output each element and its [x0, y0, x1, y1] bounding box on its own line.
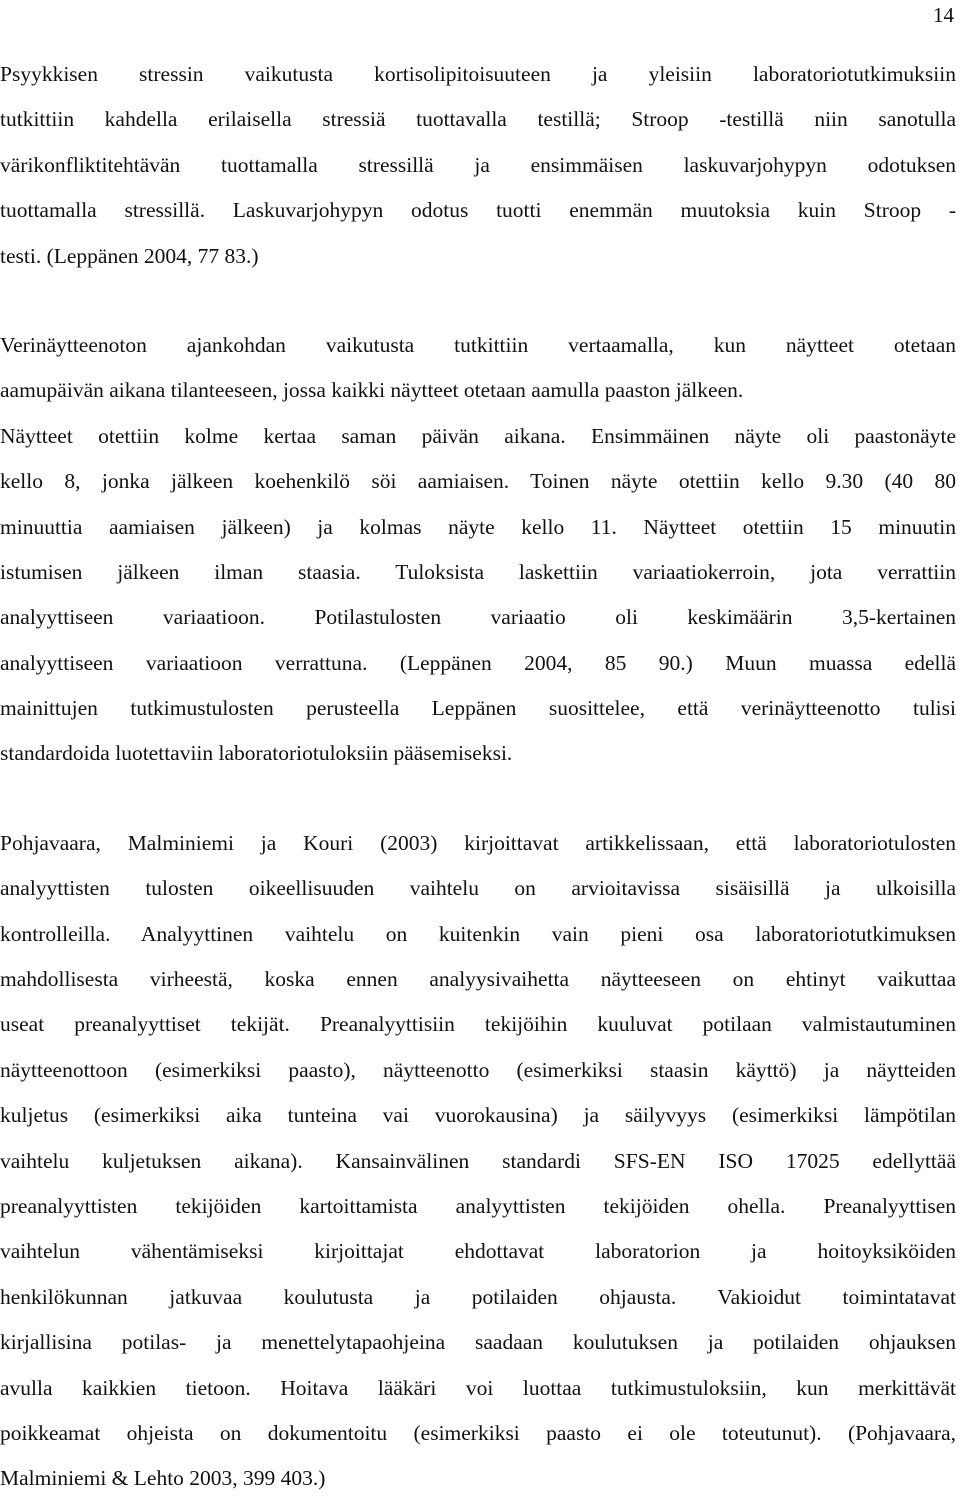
text-line: Verinäytteenoton ajankohdan vaikutusta tutkittiin vertaamalla, kun näytteet otetaan: [0, 332, 956, 357]
text-line: värikonfliktitehtävän tuottamalla stressillä ja ensimmäisen laskuvarjohypyn odotuksen: [0, 152, 956, 177]
text-line: minuuttia aamiaisen jälkeen) ja kolmas näyte kello 11. Näytteet otettiin 15 minuutin: [0, 514, 956, 539]
text-line: Pohjavaara, Malminiemi ja Kouri (2003) kirjoittavat artikkelissaan, että laboratoriotulosten: [0, 830, 956, 855]
paragraph-gap: [0, 777, 956, 821]
text-line: istumisen jälkeen ilman staasia. Tuloksista laskettiin variaatiokerroin, jota verrattiin: [0, 559, 956, 584]
page-number: 14: [933, 3, 954, 27]
text-line: Näytteet otettiin kolme kertaa saman päivän aikana. Ensimmäinen näyte oli paastonäyte: [0, 423, 956, 448]
text-line: analyyttiseen variaatioon. Potilastulosten variaatio oli keskimäärin 3,5-kertainen: [0, 605, 956, 630]
text-line: testi. (Leppänen 2004, 77 83.): [0, 243, 259, 268]
text-line: henkilökunnan jatkuvaa koulutusta ja potilaiden ohjausta. Vakioidut toimintatavat: [0, 1284, 956, 1309]
paragraph-3: [0, 821, 956, 1502]
text-line: näytteenottoon (esimerkiksi paasto), näytteenotto (esimerkiksi staasin käyttö) ja näytteiden: [0, 1057, 956, 1082]
text-line: mainittujen tutkimustulosten perusteella Leppänen suosittelee, että verinäytteenotto tulisi: [0, 696, 956, 721]
text-line: preanalyyttisten tekijöiden kartoittamista analyyttisten tekijöiden ohella. Preanalyyttisen: [0, 1193, 956, 1218]
text-line: analyyttiseen variaatioon verrattuna. (Leppänen 2004, 85 90.) Muun muassa edellä: [0, 650, 956, 675]
text-line: avulla kaikkien tietoon. Hoitava lääkäri voi luottaa tutkimustuloksiin, kun merkittävät: [0, 1375, 956, 1400]
paragraph-2: [0, 323, 956, 777]
paragraph-1: [0, 52, 956, 279]
paragraph-gap: [0, 279, 956, 323]
text-line: kirjallisina potilas- ja menettelytapaohjeina saadaan koulutuksen ja potilaiden ohjauksen: [0, 1330, 956, 1355]
text-line: tuottamalla stressillä. Laskuvarjohypyn odotus tuotti enemmän muutoksia kuin Stroop -: [0, 198, 956, 223]
text-line: standardoida luotettaviin laboratoriotuloksiin pääsemiseksi.: [0, 741, 513, 766]
text-line: analyyttisten tulosten oikeellisuuden vaihtelu on arvioitavissa sisäisillä ja ulkoisilla: [0, 876, 956, 901]
text-line: kontrolleilla. Analyyttinen vaihtelu on kuitenkin vain pieni osa laboratoriotutkimuksen: [0, 921, 956, 946]
document-body: [0, 52, 956, 1502]
text-line: vaihtelun vähentämiseksi kirjoittajat ehdottavat laboratorion ja hoitoyksiköiden: [0, 1239, 956, 1264]
text-line: Malminiemi & Lehto 2003, 399 403.): [0, 1466, 326, 1491]
text-line: mahdollisesta virheestä, koska ennen analyysivaihetta näytteeseen on ehtinyt vaikuttaa: [0, 967, 956, 992]
text-line: useat preanalyyttiset tekijät. Preanalyyttisiin tekijöihin kuuluvat potilaan valmistautuminen: [0, 1012, 956, 1037]
text-line: tutkittiin kahdella erilaisella stressiä tuottavalla testillä; Stroop -testillä niin sanotulla: [0, 107, 956, 132]
text-line: poikkeamat ohjeista on dokumentoitu (esimerkiksi paasto ei ole toteutunut). (Pohjavaara,: [0, 1420, 956, 1445]
text-line: kuljetus (esimerkiksi aika tunteina vai vuorokausina) ja säilyvyys (esimerkiksi lämpötilan: [0, 1103, 956, 1128]
text-line: aamupäivän aikana tilanteeseen, jossa kaikki näytteet otetaan aamulla paaston jälkeen.: [0, 378, 744, 403]
text-line: vaihtelu kuljetuksen aikana). Kansainvälinen standardi SFS-EN ISO 17025 edellyttää: [0, 1148, 956, 1173]
text-line: kello 8, jonka jälkeen koehenkilö söi aamiaisen. Toinen näyte otettiin kello 9.30 (40 80: [0, 469, 956, 494]
text-line: Psyykkisen stressin vaikutusta kortisolipitoisuuteen ja yleisiin laboratoriotutkimuksiin: [0, 62, 956, 86]
